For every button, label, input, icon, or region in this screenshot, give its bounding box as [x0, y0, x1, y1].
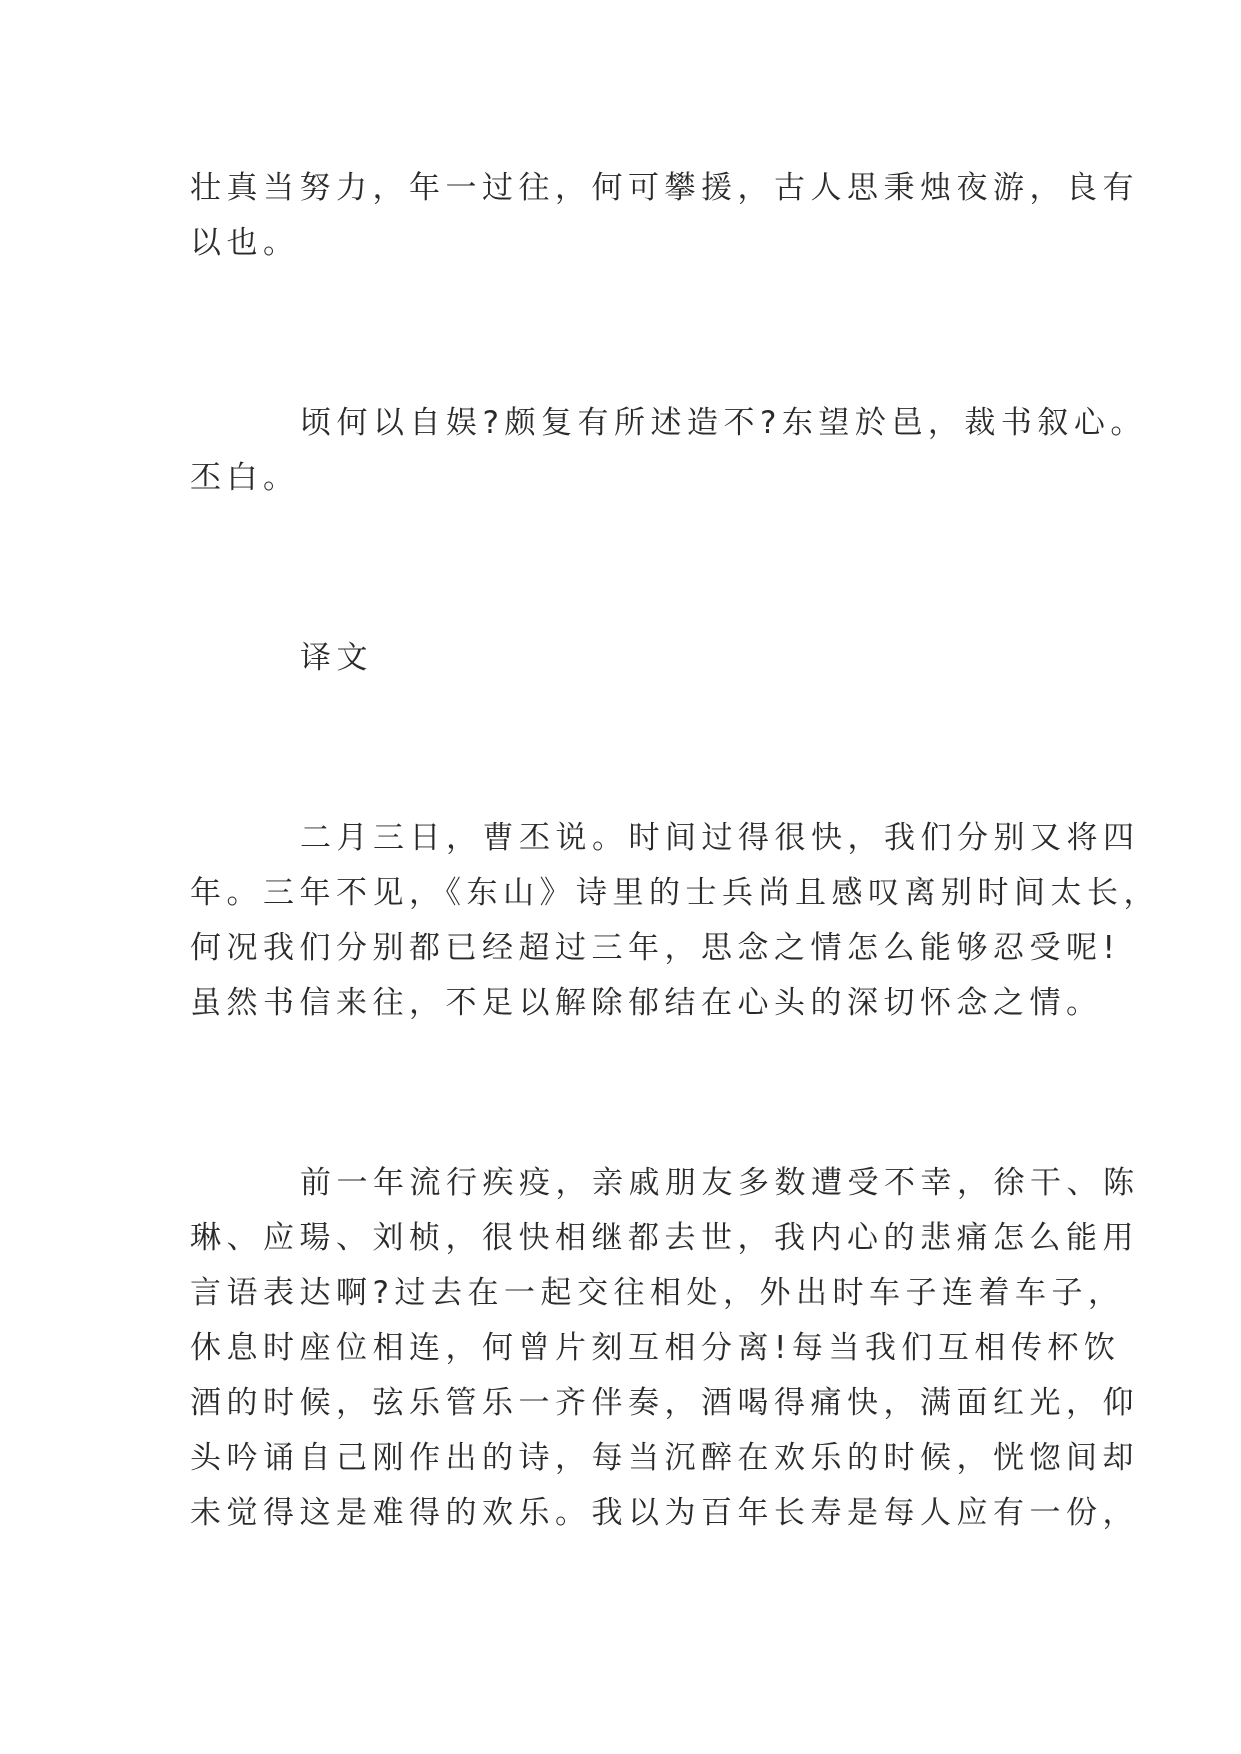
paragraph-line: 琳、应瑒、刘桢，很快相继都去世，我内心的悲痛怎么能用	[190, 1220, 1139, 1256]
paragraph-line: 顷何以自娱?颇复有所述造不?东望於邑，裁书叙心。	[300, 405, 1147, 441]
paragraph-line: 丕白。	[190, 460, 300, 496]
paragraph-line: 年。三年不见，《东山》诗里的士兵尚且感叹离别时间太长，	[190, 875, 1160, 911]
paragraph-line: 何况我们分别都已经超过三年，思念之情怎么能够忍受呢!	[190, 930, 1121, 966]
paragraph-line: 二月三日，曹丕说。时间过得很快，我们分别又将四	[300, 820, 1140, 856]
paragraph-line: 未觉得这是难得的欢乐。我以为百年长寿是每人应有一份，	[190, 1495, 1139, 1531]
section-heading: 译文	[300, 640, 373, 676]
paragraph-line: 以也。	[190, 225, 300, 261]
paragraph-line: 酒的时候，弦乐管乐一齐伴奏，酒喝得痛快，满面红光，仰	[190, 1385, 1139, 1421]
paragraph-line: 壮真当努力，年一过往，何可攀援，古人思秉烛夜游，良有	[190, 170, 1139, 206]
paragraph-line: 休息时座位相连，何曾片刻互相分离!每当我们互相传杯饮	[190, 1330, 1121, 1366]
paragraph-line: 头吟诵自己刚作出的诗，每当沉醉在欢乐的时候，恍惚间却	[190, 1440, 1139, 1476]
paragraph-line: 虽然书信来往，不足以解除郁结在心头的深切怀念之情。	[190, 985, 1103, 1021]
paragraph-line: 言语表达啊?过去在一起交往相处，外出时车子连着车子，	[190, 1275, 1125, 1311]
paragraph-line: 前一年流行疾疫，亲戚朋友多数遭受不幸，徐干、陈	[300, 1165, 1140, 1201]
